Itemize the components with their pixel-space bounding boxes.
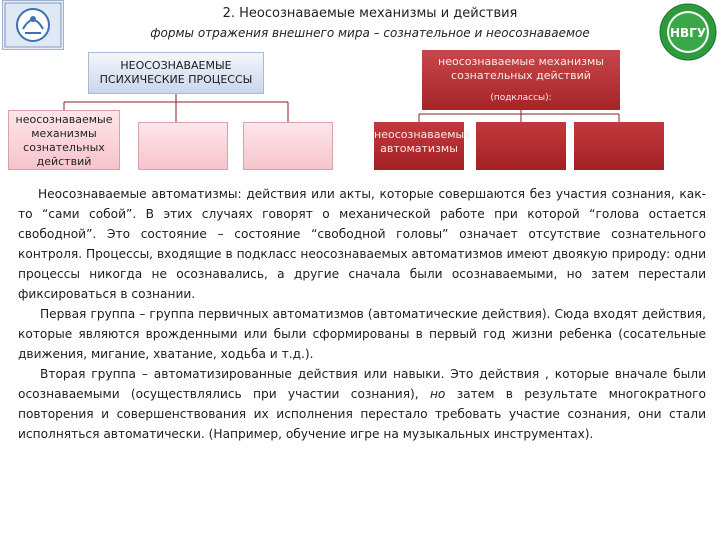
p2-text-b: . Сюда входят действия, которые являются врожденными или были сформированы в первый год жизни ребенка (сосательные движения, мигание, хватание, ходьба и т.д.).	[18, 307, 706, 361]
logo-text: НВГУ	[669, 26, 707, 40]
unconscious-processes-box: НЕОСОЗНАВАЕМЫЕ ПСИХИЧЕСКИЕ ПРОЦЕССЫ	[88, 52, 264, 94]
right-child-box-2	[476, 122, 566, 170]
p1-text-a: действия или акты, которые совершаются без участия сознания, как-то	[18, 187, 707, 221]
p3-text-a: Вторая группа – автоматизированные действия или навыки. Это действия , которые вначале были осознаваемыми (осуществлялись при участии сознания),	[18, 367, 706, 401]
p3-text-b: затем в результате многократного повторения и совершенствования их исполнения перестало требовать участие сознания, они стали исполняться автоматически. (Например, обучение игре на музыкальных инструментах).	[18, 387, 707, 441]
body-text	[18, 184, 706, 444]
paragraph-first-group	[18, 304, 706, 364]
left-child-box-2	[138, 122, 228, 170]
right-child-box-1: неосознаваемые автоматизмы	[374, 122, 464, 170]
p1-quote: “сами собой”	[41, 207, 133, 221]
page-subtitle: формы отражения внешнего мира – сознательное и неосознаваемое	[150, 26, 590, 40]
p2-text-a: Первая группа – группа первичных автоматизмов (автоматические действия)	[40, 307, 547, 321]
unconscious-mechanisms-box	[422, 50, 620, 110]
right-child-box-3	[574, 122, 664, 170]
left-child-box-1: неосознаваемые механизмы сознательных действий	[8, 110, 120, 170]
paragraph-automatisms	[18, 184, 706, 304]
p1-text-b: . В этих случаях говорят о механической работе при которой “голова остается свободной”. Это состояние – состояние “свободной головы” означает отсутствие сознательного контроля. Процессы, входящие в подкласс неосознаваемых автоматизмов имеют двоякую природу: одни процессы никогда не осознавались, а другие сначала были осознаваемыми, но затем перестали фиксироваться в сознании.	[18, 207, 706, 301]
unconscious-mechanisms-label: неосознаваемые механизмы сознательных действий	[438, 55, 604, 82]
subclasses-label: (подклассы):	[490, 93, 552, 103]
p3-emphasis: но	[429, 387, 446, 401]
paragraph-second-group	[18, 364, 706, 444]
page-title: 2. Неосознаваемые механизмы и действия	[222, 6, 518, 21]
left-child-box-3	[243, 122, 333, 170]
term-automatisms: Неосознаваемые автоматизмы:	[38, 187, 242, 201]
